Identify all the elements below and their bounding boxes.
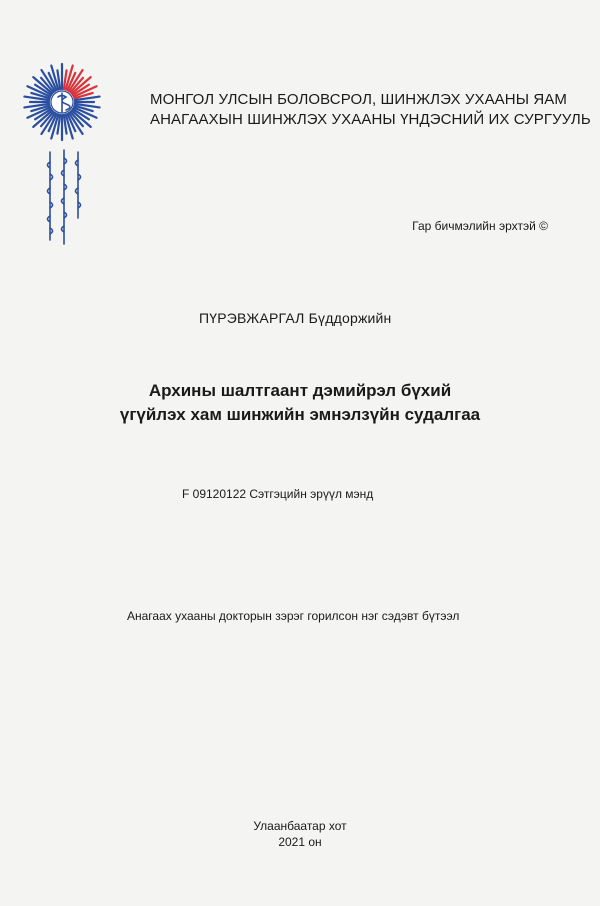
thesis-title-line-2: үгүйлэх хам шинжийн эмнэлзүйн судалгаа [119,405,481,424]
thesis-title [0,379,600,427]
university-name: АНАГААХЫН ШИНЖЛЭХ УХААНЫ ҮНДЭСНИЙ ИХ СУРГУУЛЬ [150,111,591,128]
degree-statement: Анагаах ухааны докторын зэрэг горилсон нэг сэдэвт бүтээл [127,609,460,623]
thesis-title-line-1: Архины шалтгаант дэмийрэл бүхий [148,381,452,400]
university-logo [22,62,102,142]
ministry-name: МОНГОЛ УЛСЫН БОЛОВСРОЛ, ШИНЖЛЭХ УХААНЫ ЯАМ [150,91,567,108]
rights-notice: Гар бичмэлийн эрхтэй © [412,219,548,233]
author-name: ПҮРЭВЖАРГАЛ Бүддоржийн [199,310,392,326]
mongolian-script-emblem [40,148,90,248]
place: Улаанбаатар хот [253,819,347,833]
ministry-heading [150,90,591,130]
specialty-code: F 09120122 Сэтгэцийн эрүүл мэнд [182,487,374,501]
place-and-year [0,818,600,850]
year: 2021 он [278,835,322,849]
